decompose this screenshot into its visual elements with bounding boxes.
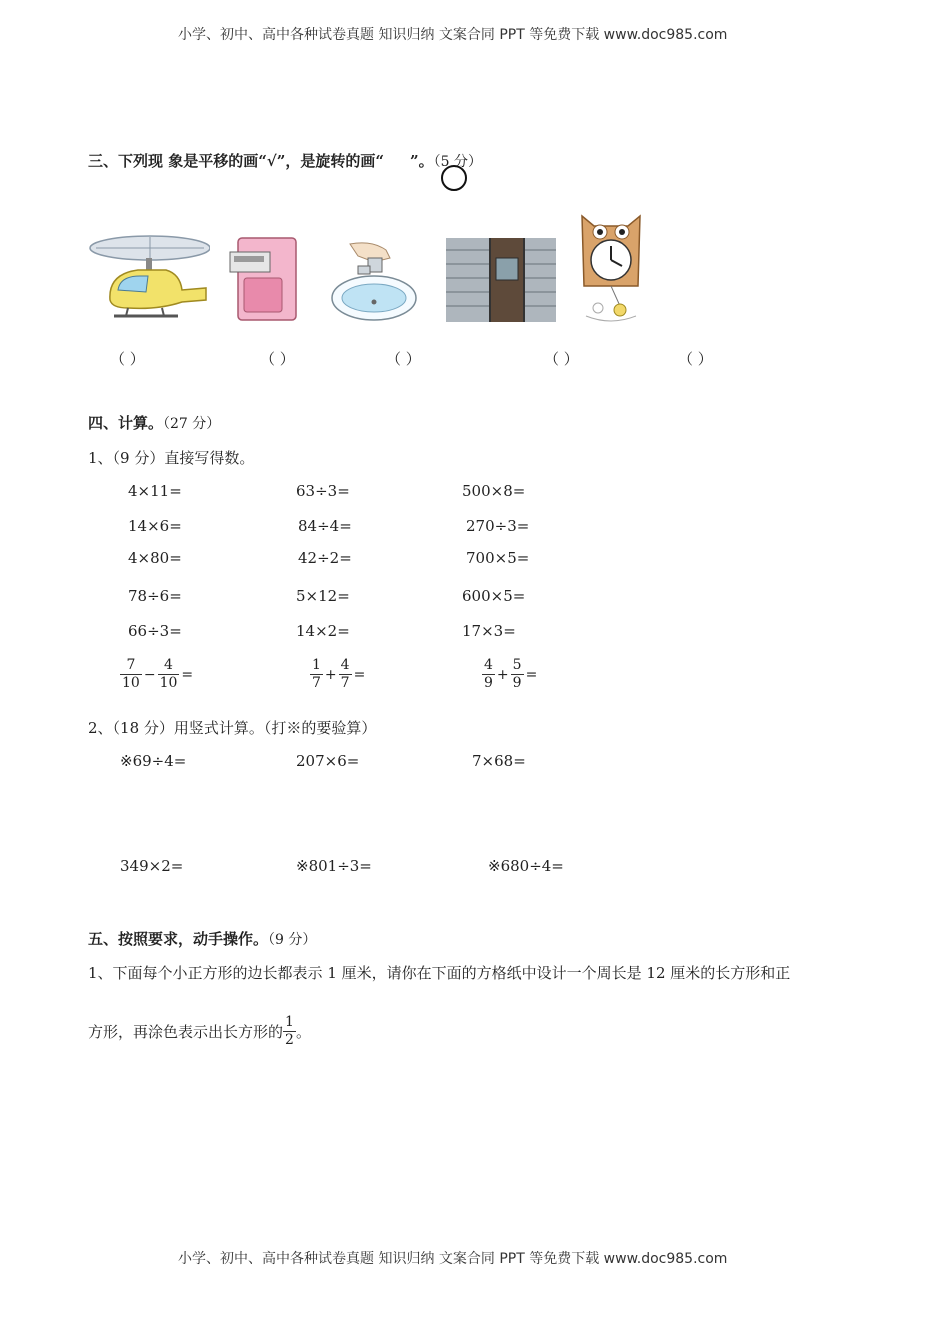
section3-points: （5 分） <box>433 154 482 170</box>
calc-item: 600×5= <box>462 587 526 605</box>
calc-item: 4×11= <box>128 482 182 500</box>
vertical-calc-item: 207×6= <box>296 752 360 770</box>
page-footer: 小学、初中、高中各种试卷真题 知识归纳 文案合同 PPT 等免费下载 www.doc985.com <box>178 1251 728 1267</box>
section5-instruction-line1: 1、下面每个小正方形的边长都表示 1 厘米，请你在下面的方格纸中设计一个周长是 12 厘米的长方形和正 <box>88 964 791 982</box>
calc-item: 63÷3= <box>296 482 350 500</box>
calc-item: 700×5= <box>466 549 530 567</box>
calc-item: 500×8= <box>462 482 526 500</box>
fraction-calc-3: $\frac{4}{9}$ + $\frac{5}{9}$ = <box>484 657 538 691</box>
owl-clock-picture <box>576 212 646 324</box>
calc-item: 5×12= <box>296 587 350 605</box>
calc-item: 66÷3= <box>128 622 182 640</box>
helicopter-picture <box>88 230 210 322</box>
calc-item: 14×6= <box>128 517 182 535</box>
section5-instruction-line2: 方形，再涂色表示出长方形的 $\frac{1}{2}$ 。 <box>88 1014 311 1048</box>
fraction: $\frac{4}{10}$ <box>159 657 178 691</box>
section4-points: （27 分） <box>163 416 221 432</box>
answer-blank-1[interactable]: （ ） <box>110 350 145 368</box>
section4-title-text: 四、计算。 <box>88 414 164 432</box>
fraction: $\frac{4}{7}$ <box>340 657 350 691</box>
calc-item: 17×3= <box>462 622 516 640</box>
section5-title <box>88 928 316 949</box>
question-2-title: 2、（18 分）用竖式计算。（打※的要验算） <box>88 719 377 737</box>
fraction-calc-1: $\frac{7}{10}$ − $\frac{4}{10}$ = <box>122 657 194 691</box>
section3-title-c: ”。 <box>409 152 434 170</box>
section5-title-text: 五、按照要求，动手操作。 <box>88 930 269 948</box>
fraction: $\frac{7}{10}$ <box>122 657 140 691</box>
circle-symbol-icon <box>441 165 467 191</box>
fraction: $\frac{5}{9}$ <box>512 657 522 691</box>
question-1-title: 1、（9 分）直接写得数。 <box>88 449 255 467</box>
section3-title <box>88 150 482 171</box>
check-mark-symbol: √ <box>266 152 277 170</box>
calc-item: 4×80= <box>128 549 182 567</box>
answer-blank-3[interactable]: （ ） <box>386 350 421 368</box>
elevator-picture <box>446 238 556 322</box>
answer-blank-5[interactable]: （ ） <box>678 350 713 368</box>
section3-title-b: ”，是旋转的画“ <box>276 152 384 170</box>
calc-item: 78÷6= <box>128 587 182 605</box>
vertical-calc-item: ※680÷4= <box>488 857 564 875</box>
calc-item: 42÷2= <box>298 549 352 567</box>
vertical-calc-item: ※801÷3= <box>296 857 372 875</box>
faucet-sink-picture <box>328 240 420 324</box>
answer-blank-4[interactable]: （ ） <box>544 350 579 368</box>
vertical-calc-item: 7×68= <box>472 752 526 770</box>
answer-blank-2[interactable]: （ ） <box>260 350 295 368</box>
fraction: $\frac{1}{7}$ <box>312 657 321 691</box>
drawer-picture <box>228 232 302 324</box>
page-header: 小学、初中、高中各种试卷真题 知识归纳 文案合同 PPT 等免费下载 www.doc985.com <box>178 27 728 43</box>
calc-item: 14×2= <box>296 622 350 640</box>
calc-item: 270÷3= <box>466 517 530 535</box>
section3-title-a: 三、下列现 象是平移的画“ <box>88 152 267 170</box>
calc-item: 84÷4= <box>298 517 352 535</box>
vertical-calc-item: ※69÷4= <box>120 752 187 770</box>
vertical-calc-item: 349×2= <box>120 857 184 875</box>
fraction-one-half: $\frac{1}{2}$ <box>285 1014 294 1048</box>
fraction-calc-2: $\frac{1}{7}$ + $\frac{4}{7}$ = <box>312 657 366 691</box>
section4-title <box>88 412 220 433</box>
fraction: $\frac{4}{9}$ <box>484 657 493 691</box>
section5-points: （9 分） <box>268 932 317 948</box>
